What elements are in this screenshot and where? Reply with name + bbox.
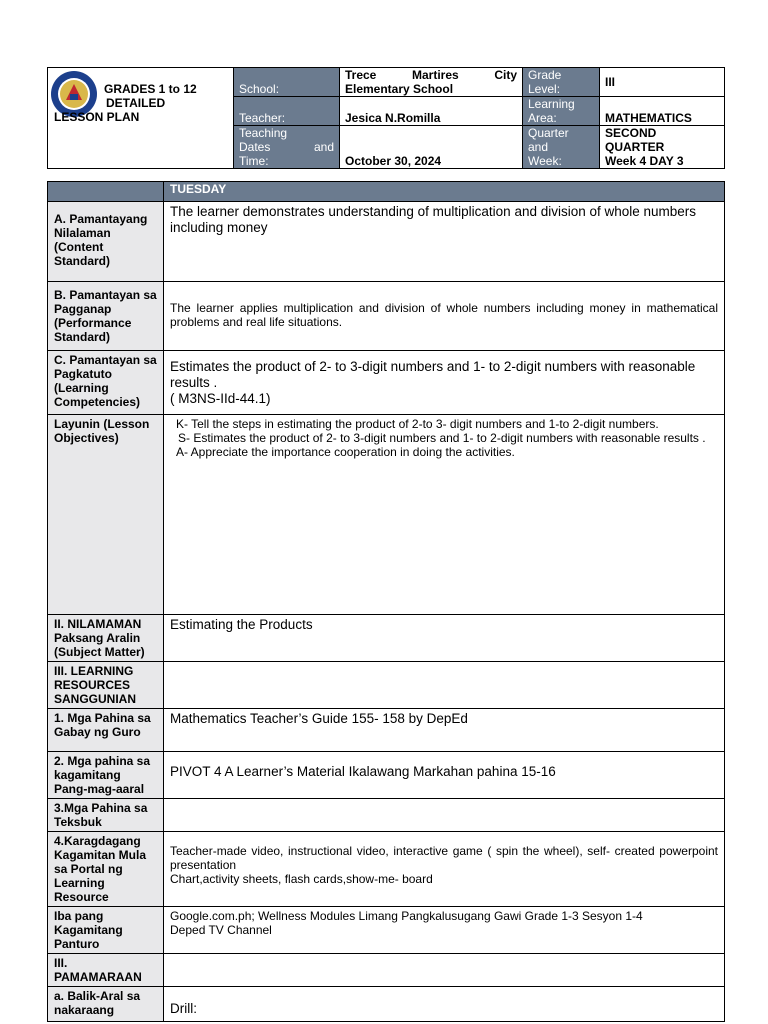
objective-attitude: A- Appreciate the importance cooperation in doing the activities.: [176, 445, 515, 459]
teacher-value: Jesica N.Romilla: [340, 97, 523, 126]
procedure-label: III. PAMAMARAAN: [48, 954, 164, 987]
other-materials-label: Iba pang Kagamitang Panturo: [48, 907, 164, 954]
title-line-3: LESSON PLAN: [54, 110, 140, 124]
performance-standard-text: The learner applies multiplication and division of whole numbers including money in mathematical problems and real life situations.: [164, 282, 725, 351]
subject-matter-text: Estimating the Products: [164, 615, 725, 662]
learning-competencies-label: C. Pamantayan sa Pagkatuto (Learning Competencies): [48, 351, 164, 415]
grade-level-value: III: [600, 68, 725, 97]
lesson-plan-title-cell: [48, 68, 234, 169]
quarter-week-value: SECOND QUARTER Week 4 DAY 3: [600, 126, 725, 169]
title-line-2: DETAILED: [106, 96, 166, 110]
learner-material-label: 2. Mga pahina sa kagamitang Pang-mag-aaral: [48, 752, 164, 799]
grade-level-label: Grade Level:: [523, 68, 600, 97]
learner-material-text: PIVOT 4 A Learner’s Material Ikalawang Markahan pahina 15-16: [164, 752, 725, 799]
teacher-guide-label: 1. Mga Pahina sa Gabay ng Guro: [48, 709, 164, 752]
lesson-objectives-text: [164, 415, 725, 615]
teacher-label: Teacher:: [234, 97, 340, 126]
lesson-plan-body-table: [47, 181, 725, 1022]
teaching-dates-value: October 30, 2024: [340, 126, 523, 169]
lesson-objectives-label: Layunin (Lesson Objectives): [48, 415, 164, 615]
learning-resources-label: III. LEARNING RESOURCES SANGGUNIAN: [48, 662, 164, 709]
objective-knowledge: K- Tell the steps in estimating the product of 2-to 3- digit numbers and 1-to 2-digit numbers.: [176, 417, 659, 431]
content-standard-label: A. Pamantayang Nilalaman (Content Standard): [48, 202, 164, 282]
review-text: Drill:: [164, 987, 725, 1022]
learning-competencies-text: Estimates the product of 2- to 3-digit numbers and 1- to 2-digit numbers with reasonable results . ( M3NS-IId-44.1): [164, 351, 725, 415]
review-label: a. Balik-Aral sa nakaraang: [48, 987, 164, 1022]
lesson-plan-header-table: [47, 67, 725, 169]
teaching-dates-label: Teaching Dates and Time:: [234, 126, 340, 169]
learning-resources-text: [164, 662, 725, 709]
performance-standard-label: B. Pamantayan sa Pagganap (Performance Standard): [48, 282, 164, 351]
portal-resource-label: 4.Karagdagang Kagamitan Mula sa Portal ng Learning Resource: [48, 832, 164, 907]
learning-area-value: MATHEMATICS: [600, 97, 725, 126]
learning-area-label: Learning Area:: [523, 97, 600, 126]
procedure-text: [164, 954, 725, 987]
quarter-week-label: Quarter and Week:: [523, 126, 600, 169]
content-standard-text: The learner demonstrates understanding of multiplication and division of whole numbers including money: [164, 202, 725, 282]
school-label: School:: [234, 68, 340, 97]
school-value: Trece Martires City Elementary School: [340, 68, 523, 97]
other-materials-text: Google.com.ph; Wellness Modules Limang Pangkalusugang Gawi Grade 1-3 Sesyon 1-4 Deped TV Channel: [164, 907, 725, 954]
textbook-text: [164, 799, 725, 832]
textbook-label: 3.Mga Pahina sa Teksbuk: [48, 799, 164, 832]
title-line-1: GRADES 1 to 12: [104, 82, 197, 96]
day-header-blank: [48, 182, 164, 202]
teacher-guide-text: Mathematics Teacher’s Guide 155- 158 by DepEd: [164, 709, 725, 752]
subject-matter-label: II. NILAMAMAN Paksang Aralin (Subject Matter): [48, 615, 164, 662]
portal-resource-text: Teacher-made video, instructional video, interactive game ( spin the wheel), self- created powerpoint presentation Chart,activity sheets, flash cards,show-me- board: [164, 832, 725, 907]
day-header: TUESDAY: [164, 182, 725, 202]
objective-skill: S- Estimates the product of 2- to 3-digit numbers and 1- to 2-digit numbers with reasonable results .: [178, 431, 706, 445]
